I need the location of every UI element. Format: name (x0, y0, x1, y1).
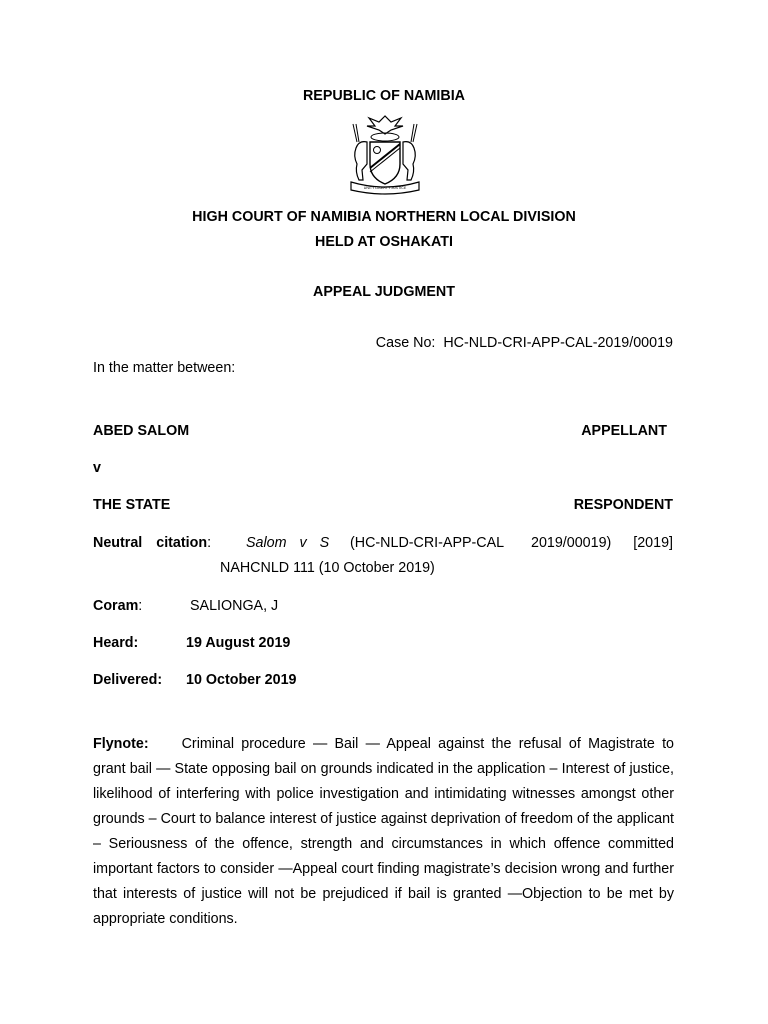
appellant-role: APPELLANT (581, 423, 667, 439)
coram-colon: : (138, 598, 143, 614)
heard-label: Heard: (93, 635, 139, 651)
citation-ref-2: 2019/00019) (531, 535, 612, 551)
court-name: HIGH COURT OF NAMIBIA NORTHERN LOCAL DIVISION (192, 209, 576, 225)
heard-value: 19 August 2019 (186, 635, 291, 651)
case-number-value: HC-NLD-CRI-APP-CAL-2019/00019 (443, 335, 673, 351)
citation-ref-1: (HC-NLD-CRI-APP-CAL (350, 535, 505, 551)
citation-case-name-v: v (299, 535, 307, 551)
court-location: HELD AT OSHAKATI (315, 234, 453, 250)
citation-label-word1: Neutral (93, 535, 143, 551)
citation-label (93, 535, 211, 551)
delivered-value: 10 October 2019 (186, 672, 297, 688)
flynote-label: Flynote: (93, 736, 149, 752)
judgment-title: APPEAL JUDGMENT (313, 284, 455, 300)
crest-motto: UNITY LIBERTY JUSTICE (363, 186, 407, 190)
respondent-name: THE STATE (93, 497, 171, 513)
citation-ref-3: [2019] (633, 535, 673, 551)
coram-value: SALIONGA, J (190, 598, 279, 614)
namibia-coat-of-arms-icon (339, 112, 431, 198)
country-heading: REPUBLIC OF NAMIBIA (302, 88, 466, 104)
flynote-text: Criminal procedure — Bail — Appeal against the refusal of Magistrate to grant bail — State opposing bail on grounds indicated in the application – Interest of justice, likelihood of interfering with police investigation and intimidating witnesses amongst other grounds – Court to balance interest of justice against deprivation of freedom of the applicant – Seriousness of the offence, strength and circumstances in which offence committed important factors to consider —Appeal court finding magistrate’s decision wrong and further that interests of justice will not be prejudiced if bail is granted —Objection to be met by appropriate conditions. (93, 736, 674, 927)
versus: v (93, 460, 101, 476)
appellant-name: ABED SALOM (93, 423, 190, 439)
respondent-role: RESPONDENT (573, 497, 673, 513)
citation-colon: : (207, 535, 212, 551)
coram-label-wrap (93, 598, 142, 614)
flynote-paragraph (93, 732, 674, 932)
case-number (376, 335, 673, 351)
citation-case-name (246, 535, 329, 551)
citation-label-word2: citation (156, 535, 208, 551)
matter-intro: In the matter between: (93, 360, 236, 376)
citation-case-name-2: S (319, 535, 330, 551)
coram-label: Coram (93, 598, 139, 614)
delivered-label: Delivered: (93, 672, 163, 688)
citation-line2: NAHCNLD 111 (10 October 2019) (220, 560, 435, 576)
case-number-label: Case No: (375, 335, 436, 351)
citation-case-name-1: Salom (246, 535, 287, 551)
